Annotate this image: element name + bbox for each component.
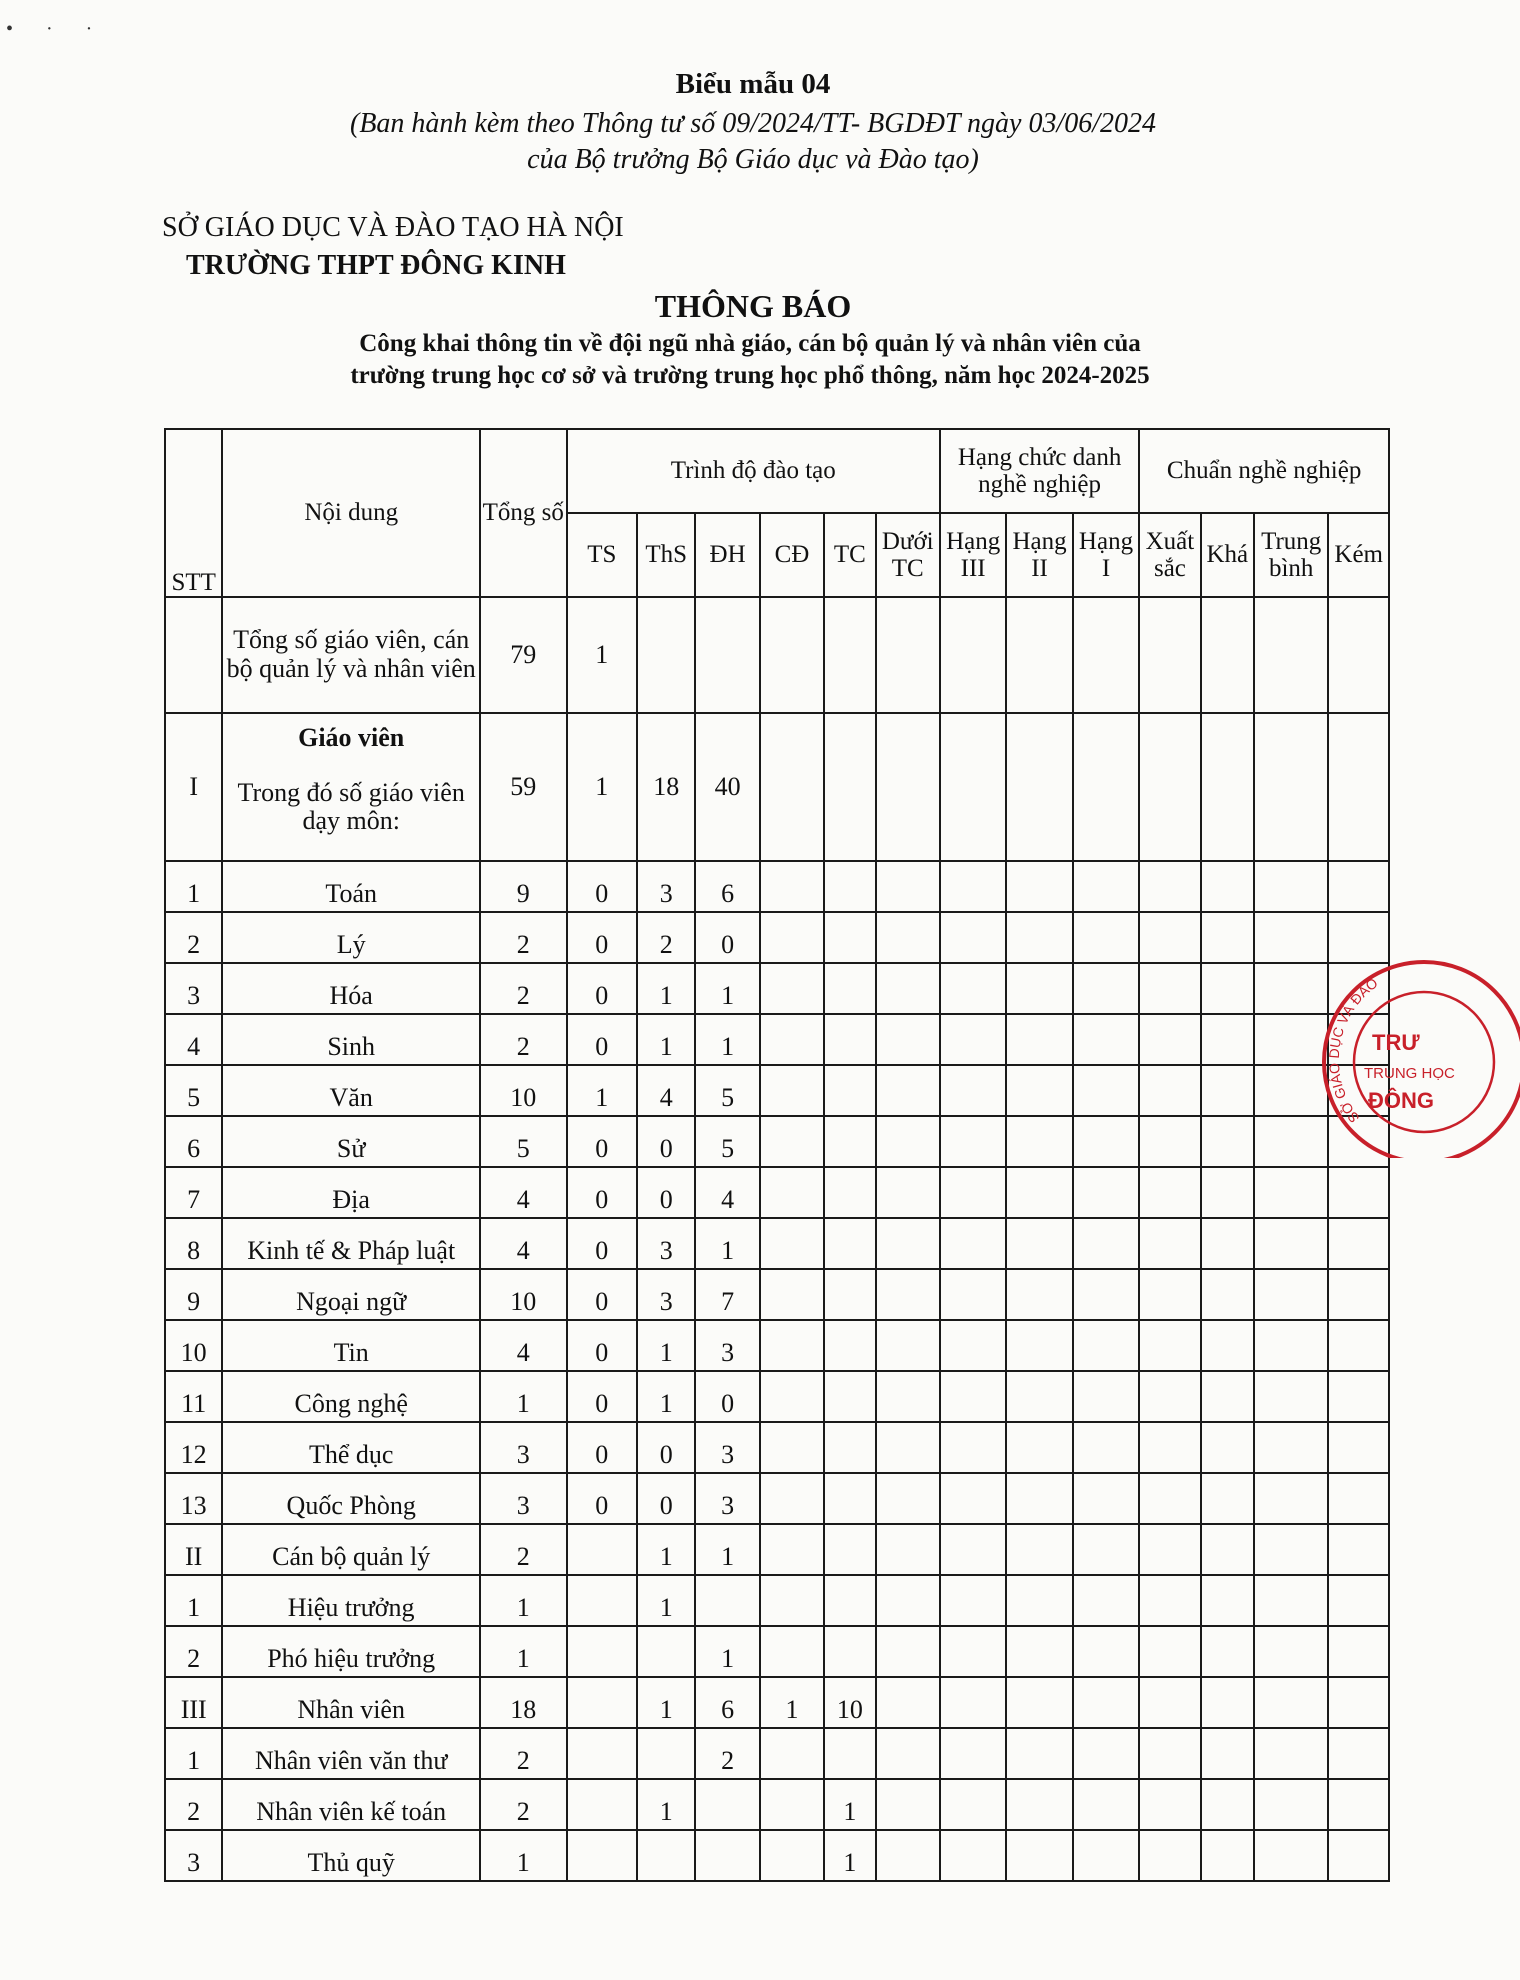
tc-cell: 10: [824, 1677, 875, 1728]
content-cell: Kinh tế & Pháp luật: [222, 1218, 480, 1269]
ths-cell: 0: [637, 1167, 695, 1218]
total-cell: 1: [480, 1626, 567, 1677]
header-tc: TC: [824, 513, 875, 597]
stt-cell: 1: [165, 861, 222, 912]
dh-cell: 3: [695, 1422, 759, 1473]
header-content: Nội dung: [222, 429, 480, 597]
ts-cell: 0: [567, 1218, 637, 1269]
total-cell: 4: [480, 1218, 567, 1269]
dh-cell: 2: [695, 1728, 759, 1779]
header-ths: ThS: [637, 513, 695, 597]
dh-cell: 4: [695, 1167, 759, 1218]
dh-cell: 40: [695, 713, 759, 861]
stt-cell: 10: [165, 1320, 222, 1371]
stt-cell: 3: [165, 963, 222, 1014]
table-row: [165, 963, 1389, 1014]
ts-cell: 0: [567, 1422, 637, 1473]
content-cell: Nhân viên kế toán: [222, 1779, 480, 1830]
content-cell: Văn: [222, 1065, 480, 1116]
dh-cell: 1: [695, 1218, 759, 1269]
stt-cell: 12: [165, 1422, 222, 1473]
ts-cell: 0: [567, 1014, 637, 1065]
notice-title: THÔNG BÁO: [654, 288, 852, 324]
ts-cell: 0: [567, 1473, 637, 1524]
ts-cell: 0: [567, 1320, 637, 1371]
total-cell: 2: [480, 1014, 567, 1065]
total-cell: 2: [480, 912, 567, 963]
dh-cell: 0: [695, 912, 759, 963]
stt-cell: 2: [165, 1779, 222, 1830]
teachers-label: Giáo viên: [298, 723, 405, 752]
header-ts: TS: [567, 513, 637, 597]
total-cell: 18: [480, 1677, 567, 1728]
notice-desc-1: Công khai thông tin về đội ngũ nhà giáo, cán bộ quản lý và nhân viên của: [359, 330, 1141, 357]
dh-cell: 7: [695, 1269, 759, 1320]
content-cell: Tin: [222, 1320, 480, 1371]
total-cell: 59: [480, 713, 567, 861]
total-cell: 5: [480, 1116, 567, 1167]
total-cell: 2: [480, 1524, 567, 1575]
header-dh: ĐH: [695, 513, 759, 597]
seal-ring-text: SỞ GIÁO DỤC VÀ ĐÀO: [1325, 974, 1381, 1127]
ts-cell: 0: [567, 1167, 637, 1218]
content-cell: [222, 713, 480, 861]
content-cell: Lý: [222, 912, 480, 963]
content-cell: Thể dục: [222, 1422, 480, 1473]
ts-cell: 0: [567, 861, 637, 912]
notice-desc-2: trường trung học cơ sở và trường trung học phổ thông, năm học 2024-2025: [350, 362, 1150, 389]
seal-line-2: TRUNG HỌC: [1364, 1065, 1455, 1082]
ts-cell: 0: [567, 912, 637, 963]
header-kem: Kém: [1328, 513, 1389, 597]
stt-cell: 13: [165, 1473, 222, 1524]
department-name: SỞ GIÁO DỤC VÀ ĐÀO TẠO HÀ NỘI: [162, 212, 624, 243]
ths-cell: 1: [637, 1014, 695, 1065]
stt-cell: 3: [165, 1830, 222, 1881]
stt-cell: III: [165, 1677, 222, 1728]
total-cell: 4: [480, 1167, 567, 1218]
ths-cell: 1: [637, 1524, 695, 1575]
total-cell: 3: [480, 1422, 567, 1473]
total-cell: 3: [480, 1473, 567, 1524]
header-duoi-tc: Dưới TC: [876, 513, 940, 597]
table-row: [165, 1473, 1389, 1524]
teachers-sub-label: Trong đó số giáo viên dạy môn:: [237, 777, 465, 836]
header-cd: CĐ: [760, 513, 824, 597]
dh-cell: 6: [695, 1677, 759, 1728]
total-cell: 1: [480, 1575, 567, 1626]
stt-cell: 1: [165, 1728, 222, 1779]
stt-cell: 2: [165, 1626, 222, 1677]
ts-cell: 0: [567, 1116, 637, 1167]
content-cell: Sử: [222, 1116, 480, 1167]
total-cell: 2: [480, 1728, 567, 1779]
total-cell: 1: [480, 1371, 567, 1422]
total-cell: 10: [480, 1269, 567, 1320]
table-row: [165, 1116, 1389, 1167]
ths-cell: 3: [637, 1269, 695, 1320]
school-seal: [1320, 958, 1520, 1158]
content-cell: Nhân viên: [222, 1677, 480, 1728]
total-cell: 4: [480, 1320, 567, 1371]
dh-cell: 1: [695, 963, 759, 1014]
stt-cell: 6: [165, 1116, 222, 1167]
stt-cell: 4: [165, 1014, 222, 1065]
table-row: [165, 1269, 1389, 1320]
content-cell: Sinh: [222, 1014, 480, 1065]
header-xuat-sac: Xuất sắc: [1139, 513, 1200, 597]
ths-cell: 1: [637, 1320, 695, 1371]
table-row: [165, 1218, 1389, 1269]
stt-cell: I: [165, 713, 222, 861]
scan-dots: • · ·: [6, 18, 107, 40]
total-cell: 79: [480, 597, 567, 713]
stt-cell: 11: [165, 1371, 222, 1422]
table-row: [165, 912, 1389, 963]
ts-cell: 0: [567, 1371, 637, 1422]
tc-cell: 1: [824, 1779, 875, 1830]
dh-cell: 0: [695, 1371, 759, 1422]
ths-cell: 1: [637, 1575, 695, 1626]
ts-cell: 1: [567, 1065, 637, 1116]
ths-cell: 0: [637, 1422, 695, 1473]
total-cell: 2: [480, 963, 567, 1014]
dh-cell: 5: [695, 1065, 759, 1116]
school-name: TRƯỜNG THPT ĐÔNG KINH: [186, 250, 566, 281]
table-row: [165, 1626, 1389, 1677]
ths-cell: 2: [637, 912, 695, 963]
table-row: [165, 861, 1389, 912]
ths-cell: 3: [637, 861, 695, 912]
dh-cell: 3: [695, 1473, 759, 1524]
content-cell: Phó hiệu trưởng: [222, 1626, 480, 1677]
ths-cell: 3: [637, 1218, 695, 1269]
table-row: [165, 1371, 1389, 1422]
content-cell: Địa: [222, 1167, 480, 1218]
table-row: [165, 1575, 1389, 1626]
teachers-row: [165, 713, 1389, 861]
ts-cell: 0: [567, 963, 637, 1014]
ts-cell: 0: [567, 1269, 637, 1320]
stt-cell: 5: [165, 1065, 222, 1116]
content-cell: Hóa: [222, 963, 480, 1014]
header-hang-3: Hạng III: [940, 513, 1006, 597]
header-total: Tổng số: [480, 429, 567, 597]
stt-cell: II: [165, 1524, 222, 1575]
header-hang-1: Hạng I: [1073, 513, 1139, 597]
header-stt: STT: [165, 429, 222, 597]
staff-table: [164, 428, 1390, 1882]
table-row: [165, 1065, 1389, 1116]
total-cell: 1: [480, 1830, 567, 1881]
dh-cell: 1: [695, 1626, 759, 1677]
header-trung-binh: Trung bình: [1254, 513, 1328, 597]
table-row: [165, 1014, 1389, 1065]
stt-cell: 2: [165, 912, 222, 963]
stt-cell: 7: [165, 1167, 222, 1218]
seal-line-1: TRƯ: [1372, 1030, 1420, 1055]
dh-cell: 5: [695, 1116, 759, 1167]
content-cell: Ngoại ngữ: [222, 1269, 480, 1320]
table-row: [165, 1320, 1389, 1371]
tc-cell: 1: [824, 1830, 875, 1881]
content-cell: Tổng số giáo viên, cán bộ quản lý và nhân viên: [222, 597, 480, 713]
ts-cell: 1: [567, 597, 637, 713]
staff-row: [165, 1677, 1389, 1728]
dh-cell: 1: [695, 1524, 759, 1575]
stt-cell: 8: [165, 1218, 222, 1269]
content-cell: Công nghệ: [222, 1371, 480, 1422]
table-row: [165, 1422, 1389, 1473]
ths-cell: 0: [637, 1473, 695, 1524]
total-cell: 10: [480, 1065, 567, 1116]
managers-row: [165, 1524, 1389, 1575]
ths-cell: 0: [637, 1116, 695, 1167]
ths-cell: 1: [637, 1677, 695, 1728]
seal-line-3: ĐÔNG: [1368, 1088, 1434, 1113]
table-row: [165, 1167, 1389, 1218]
stt-cell: [165, 597, 222, 713]
stt-cell: 9: [165, 1269, 222, 1320]
ts-cell: 1: [567, 713, 637, 861]
total-cell: 9: [480, 861, 567, 912]
form-subtitle-2: của Bộ trưởng Bộ Giáo dục và Đào tạo): [527, 144, 979, 175]
header-kha: Khá: [1201, 513, 1254, 597]
table-row: [165, 1779, 1389, 1830]
content-cell: Toán: [222, 861, 480, 912]
content-cell: Hiệu trưởng: [222, 1575, 480, 1626]
stt-cell: 1: [165, 1575, 222, 1626]
header-hang-2: Hạng II: [1006, 513, 1072, 597]
content-cell: Thủ quỹ: [222, 1830, 480, 1881]
table-row: [165, 1728, 1389, 1779]
summary-row: [165, 597, 1389, 713]
content-cell: Quốc Phòng: [222, 1473, 480, 1524]
dh-cell: 3: [695, 1320, 759, 1371]
header-row-1: [165, 429, 1389, 513]
total-cell: 2: [480, 1779, 567, 1830]
ths-cell: 1: [637, 1779, 695, 1830]
header-training: Trình độ đào tạo: [567, 429, 940, 513]
form-subtitle-1: (Ban hành kèm theo Thông tư số 09/2024/TT- BGDĐT ngày 03/06/2024: [350, 108, 1156, 139]
header-standard: Chuẩn nghề nghiệp: [1139, 429, 1389, 513]
content-cell: Nhân viên văn thư: [222, 1728, 480, 1779]
ths-cell: 1: [637, 1371, 695, 1422]
ths-cell: 1: [637, 963, 695, 1014]
ths-cell: 18: [637, 713, 695, 861]
form-title: Biểu mẫu 04: [675, 68, 831, 100]
cd-cell: 1: [760, 1677, 824, 1728]
dh-cell: 1: [695, 1014, 759, 1065]
content-cell: Cán bộ quản lý: [222, 1524, 480, 1575]
dh-cell: 6: [695, 861, 759, 912]
ths-cell: 4: [637, 1065, 695, 1116]
header-rank: Hạng chức danh nghề nghiệp: [940, 429, 1139, 513]
table-row: [165, 1830, 1389, 1881]
